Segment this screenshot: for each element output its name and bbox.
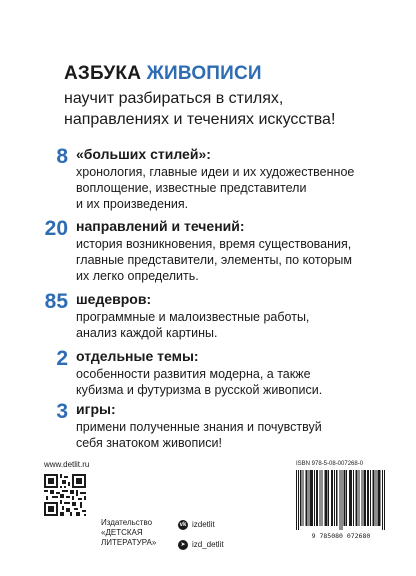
social-telegram-label: izd_detlit (192, 540, 224, 549)
footer (0, 460, 416, 576)
subtitle-line-2: направлениях и течениях искусства! (64, 111, 336, 128)
feature-line: хронология, главные идеи и их художественное (76, 165, 355, 179)
feature-body (76, 146, 406, 212)
feature-body (76, 291, 406, 341)
feature-body (76, 218, 406, 284)
feature-number: 2 (56, 347, 68, 370)
feature-line: особенности развития модерна, а также (76, 367, 311, 381)
publisher-line: ЛИТЕРАТУРА» (101, 538, 157, 547)
publisher-name (101, 518, 156, 548)
feature-line: история возникновения, время существования, (76, 237, 352, 251)
headline (64, 62, 404, 130)
publisher-line: «ДЕТСКАЯ (101, 528, 143, 537)
title-prefix: АЗБУКА (64, 63, 142, 84)
qr-code (44, 474, 86, 516)
feature-line: их легко определить. (76, 269, 199, 283)
feature-number: 85 (44, 290, 68, 313)
publisher-line: Издательство (101, 518, 153, 527)
feature-number: 8 (56, 145, 68, 168)
feature-line: и их произведения. (76, 197, 189, 211)
feature-heading: отдельные темы: (76, 348, 199, 364)
feature-number: 3 (56, 400, 68, 423)
feature-line: себя знатоком живописи! (76, 436, 222, 450)
subtitle-line-1: научит разбираться в стилях, (64, 90, 284, 107)
feature-heading: шедевров: (76, 291, 152, 307)
telegram-icon: ➤ (178, 540, 188, 550)
social-vk-label: izdetlit (192, 520, 215, 529)
website-link[interactable]: www.detlit.ru (44, 460, 90, 469)
feature-heading: направлений и течений: (76, 218, 245, 234)
barcode-number: 9 785080 072680 (311, 532, 371, 540)
feature-body (76, 401, 406, 451)
barcode (296, 470, 386, 530)
headline-subtitle (64, 88, 404, 130)
feature-heading: «больших стилей»: (76, 146, 211, 162)
feature-line: главные представители, элементы, по которым (76, 253, 352, 267)
feature-text (76, 164, 406, 212)
headline-title (64, 62, 404, 86)
title-accent: ЖИВОПИСИ (146, 63, 262, 84)
vk-icon: vk (179, 522, 187, 528)
isbn-text: ISBN 978-5-08-007268-0 (296, 461, 364, 467)
feature-line: анализ каждой картины. (76, 326, 218, 340)
feature-text (76, 236, 406, 284)
feature-number: 20 (44, 217, 68, 240)
feature-text (76, 366, 406, 398)
feature-line: программные и малоизвестные работы, (76, 310, 310, 324)
feature-text (76, 419, 406, 451)
feature-body (76, 348, 406, 398)
feature-line: примени полученные знания и почувствуй (76, 420, 322, 434)
feature-line: кубизма и футуризма в русской живописи. (76, 383, 323, 397)
feature-line: воплощение, известные представители (76, 181, 307, 195)
feature-heading: игры: (76, 401, 116, 417)
feature-text (76, 309, 406, 341)
